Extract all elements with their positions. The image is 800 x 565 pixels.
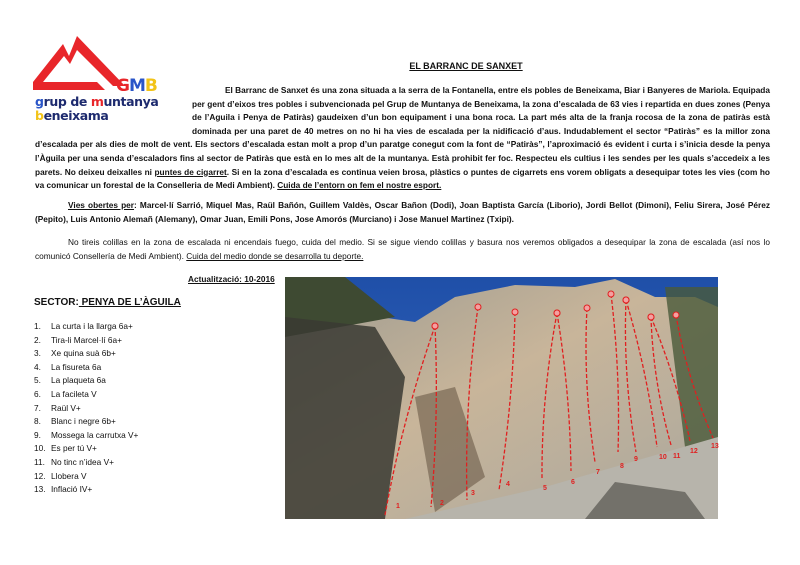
route-anchor-icon [584,305,590,311]
route-number: 9. [34,429,41,440]
route-list-item [34,415,138,429]
logo-g: G [116,76,129,96]
logo-letter: m [90,94,104,109]
route-name: Raül V+ [51,402,81,413]
route-number: 1. [34,321,41,331]
authors-paragraph [35,199,770,226]
route-name: Es per tú V+ [51,443,97,454]
route-number: 7. [34,402,41,413]
route-photo-label: 2 [440,500,444,507]
route-number: 13. [34,484,46,495]
route-anchor-icon [648,314,654,320]
route-photo-label: 7 [596,469,600,476]
note-paragraph [35,236,770,263]
route-name: Tira-li Marcel·lí 6a+ [51,334,122,345]
note-underlined: Cuida del medio donde se desarrolla tu deporte. [186,250,364,261]
route-list-item [34,402,138,416]
route-anchor-icon [673,312,679,318]
route-list-item [34,483,138,497]
route-list-item [34,361,138,375]
route-number: 5. [34,375,41,386]
route-name: Inflació IV+ [51,484,93,495]
logo-letter: g [35,94,44,109]
route-number: 6. [34,388,41,399]
route-photo-label: 10 [659,454,667,461]
logo-text: untanya [103,94,159,109]
route-number: 12. [34,470,46,481]
route-name: La plaqueta 6a [51,375,106,386]
route-name: No tinc n’idea V+ [51,456,114,467]
route-name: Xe quina suà 6b+ [51,348,116,359]
route-list-item [34,442,138,456]
intro-underlined-care: Cuida de l’entorn on fem el nostre esport. [277,180,442,191]
logo-text: rup de [43,94,91,109]
route-photo-label: 1 [396,503,400,510]
route-list-item [34,334,138,348]
route-anchor-icon [475,304,481,310]
route-name: La facileta V [51,388,97,399]
logo-text: eneixama [43,108,109,123]
route-photo-label: 11 [673,453,681,460]
logo-b: B [144,76,157,96]
route-list-item [34,320,138,334]
route-photo-label: 4 [506,481,510,488]
logo-m: M [128,76,145,96]
route-anchor-icon [554,310,560,316]
authors-text: : Marcel·lí Sarrió, Miquel Mas, Raül Bañón, Guillem Valdès, Oscar Bañon (Dodi), Joan Baptista García (Liborio), Jordi Bellot (Dimoni), Feliu Sirera, José Pérez (Pepito), Luis Antonio Alemañ (Alemany), Omar Juan, Emili Pons, Jose Amorós (Murciano) i Jose Manuel Martinez (Txipi). [35,200,770,224]
intro-text-2: . Si en la zona d’escalada es continua veien brosa, plàstics o puntes de cigarrets ens vorem obligats a desequipar totes les vies (com ho va comunicar un forestal de la Conselleria de Medi Ambient). [35,166,770,191]
route-list-item [34,388,138,402]
route-photo-label: 5 [543,485,547,492]
route-anchor-icon [432,323,438,329]
route-number: 2. [34,334,41,345]
sector-heading [34,297,181,308]
route-number: 11. [34,456,45,467]
route-name: La curta i la llarga 6a+ [51,321,133,331]
route-name: La fisureta 6a [51,361,102,372]
route-number: 4. [34,361,41,372]
route-number: 8. [34,416,41,427]
route-name: Blanc i negre 6b+ [51,416,116,427]
authors-label: Vies obertes per [68,200,135,210]
route-number: 10. [34,443,46,454]
sector-name: PENYA DE L’ÀGUILA [78,297,181,308]
route-anchor-icon [608,291,614,297]
logo-letter: b [35,108,44,123]
route-list-item [34,470,138,484]
route-anchor-icon [512,309,518,315]
route-list-item [34,429,138,443]
route-list [34,320,138,497]
route-name: Mossega la carrutxa V+ [51,429,139,440]
note-text: No tireis colillas en la zona de escalada ni encendais fuego, cuida del medio. Si se sigue viendo colillas y basura nos veremos obligados a desequipar la zona de escalada (así nos lo comunicó Consellería de Medi Ambient). [35,237,770,261]
page-title: EL BARRANC DE SANXET [409,61,523,71]
route-photo-label: 12 [690,448,698,455]
intro-text: El Barranc de Sanxet és una zona situada a la serra de la Fontanella, entre els pobles de Beneixama, Biar i Banyeres de Mariola. Equipada per gent d’eixos tres pobles i subvencionada pel Grup de Muntanya de Beneixama, la zona d’escalada de 63 vies i repartida en dues zones (Penya de l’Aguila i Penya de Patiràs) gaudeixen d’un bon equipament i una bona roca. La part més alta de la franja rocosa de la zona de patiràs està dominada per una paret de 40 metres on no hi ha vies de escalada per la nidificació d’aus. Indudablement el sector “Patiràs” es la millor zona d’escalada per als dies de molt de vent. Els sectors d’escalada estan molt a prop d’un paratge conegut com la font de “Patiràs”, l’aproximació és evident i curta i s’inicia desde la penya l’Àguila per una senda d’escaladors fins al sector de Patiràs que està en lo mes alt de la muntanya. Està prohibit fer foc. Respecteu els cultius i les sendes per les quals s’accedeix a les parets. No deixeu deixalles ni [35,85,770,177]
route-list-item [34,374,138,388]
route-photo-label: 8 [620,463,624,470]
intro-paragraph [35,84,770,193]
route-photo-label: 13 [711,443,719,450]
route-name: Llobera V [51,470,87,481]
route-number: 3. [34,348,41,359]
route-photo-label: 3 [471,490,475,497]
crag-photo [285,277,718,519]
update-date: Actualització: 10-2016 [188,274,275,284]
intro-underlined-cigarettes: puntes de cigarret [154,166,227,177]
sector-prefix: SECTOR: [34,297,79,308]
route-anchor-icon [623,297,629,303]
route-photo-label: 6 [571,479,575,486]
route-list-item [34,456,138,470]
route-photo-label: 9 [634,456,638,463]
route-list-item [34,347,138,361]
